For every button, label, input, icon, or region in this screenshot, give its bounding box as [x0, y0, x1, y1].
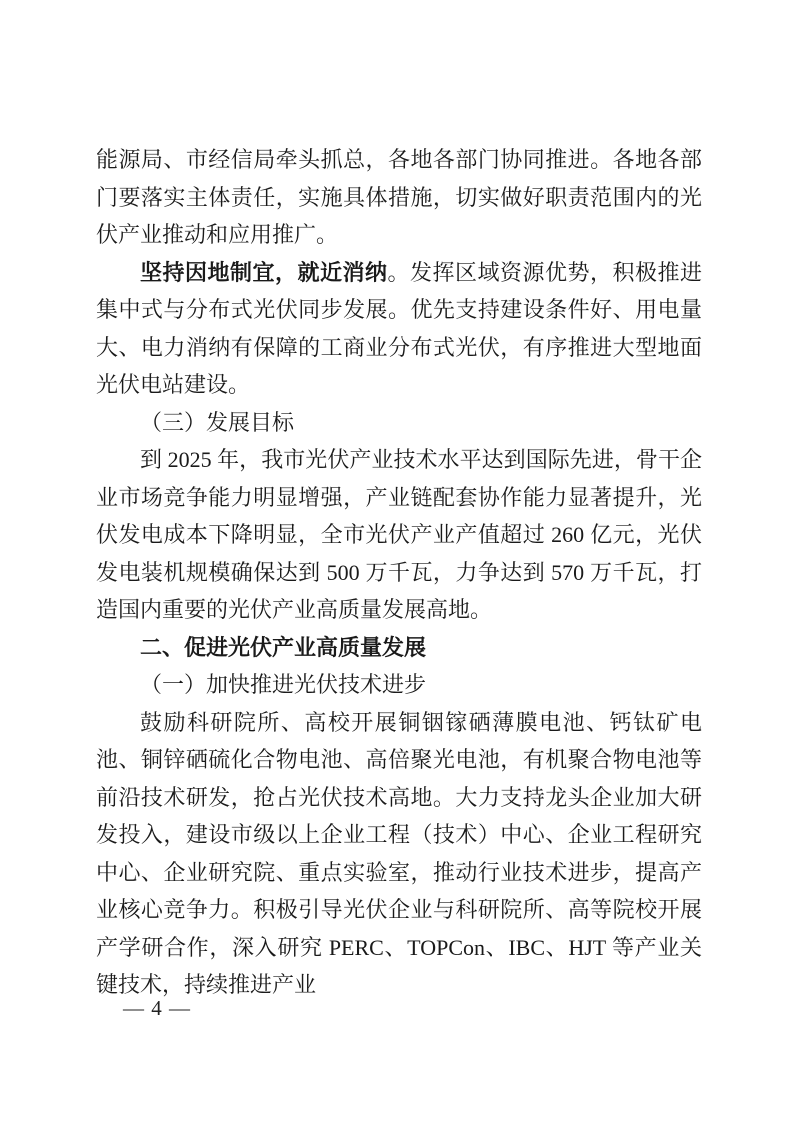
section-heading-accelerate-pv-technology: （一）加快推进光伏技术进步 [140, 672, 427, 697]
section-heading-development-goals: （三）发展目标 [140, 409, 295, 435]
paragraph-local-consumption [96, 254, 702, 404]
page-number: — 4 — [123, 996, 191, 1020]
chapter-heading-promote-pv-industry: 二、促进光伏产业高质量发展 [140, 634, 427, 660]
document-body [96, 141, 702, 1004]
paragraph-2025-goals: 到 2025 年，我市光伏产业技术水平达到国际先进，骨干企业市场竞争能力明显增强，产业链配套协作能力显著提升，光伏发电成本下降明显，全市光伏产业产值超过 260 亿元，光伏发电装机规模确保达到 500 万千瓦，力争达到 570 万千瓦，打造国内重要的光伏产业高质量发展高地。 [96, 447, 702, 622]
paragraph-responsibility: 能源局、市经信局牵头抓总，各地各部门协同推进。各地各部门要落实主体责任，实施具体措施，切实做好职责范围内的光伏产业推动和应用推广。 [96, 147, 702, 247]
paragraph-body-text: 。发挥区域资源优势，积极推进集中式与分布式光伏同步发展。优先支持建设条件好、用电量大、电力消纳有保障的工商业分布式光伏，有序推进大型地面光伏电站建设。 [96, 259, 702, 397]
paragraph-bold-lead: 坚持因地制宜，就近消纳 [140, 259, 388, 285]
paragraph-rd-encouragement: 鼓励科研院所、高校开展铜铟镓硒薄膜电池、钙钛矿电池、铜锌硒硫化合物电池、高倍聚光电池，有机聚合物电池等前沿技术研发，抢占光伏技术高地。大力支持龙头企业加大研发投入，建设市级以上企业工程（技术）中心、企业工程研究中心、企业研究院、重点实验室，推动行业技术进步，提高产业核心竞争力。积极引导光伏企业与科研院所、高等院校开展产学研合作，深入研究 PERC、TOPCon、IBC、HJT 等产业关键技术，持续推进产业 [96, 709, 702, 997]
